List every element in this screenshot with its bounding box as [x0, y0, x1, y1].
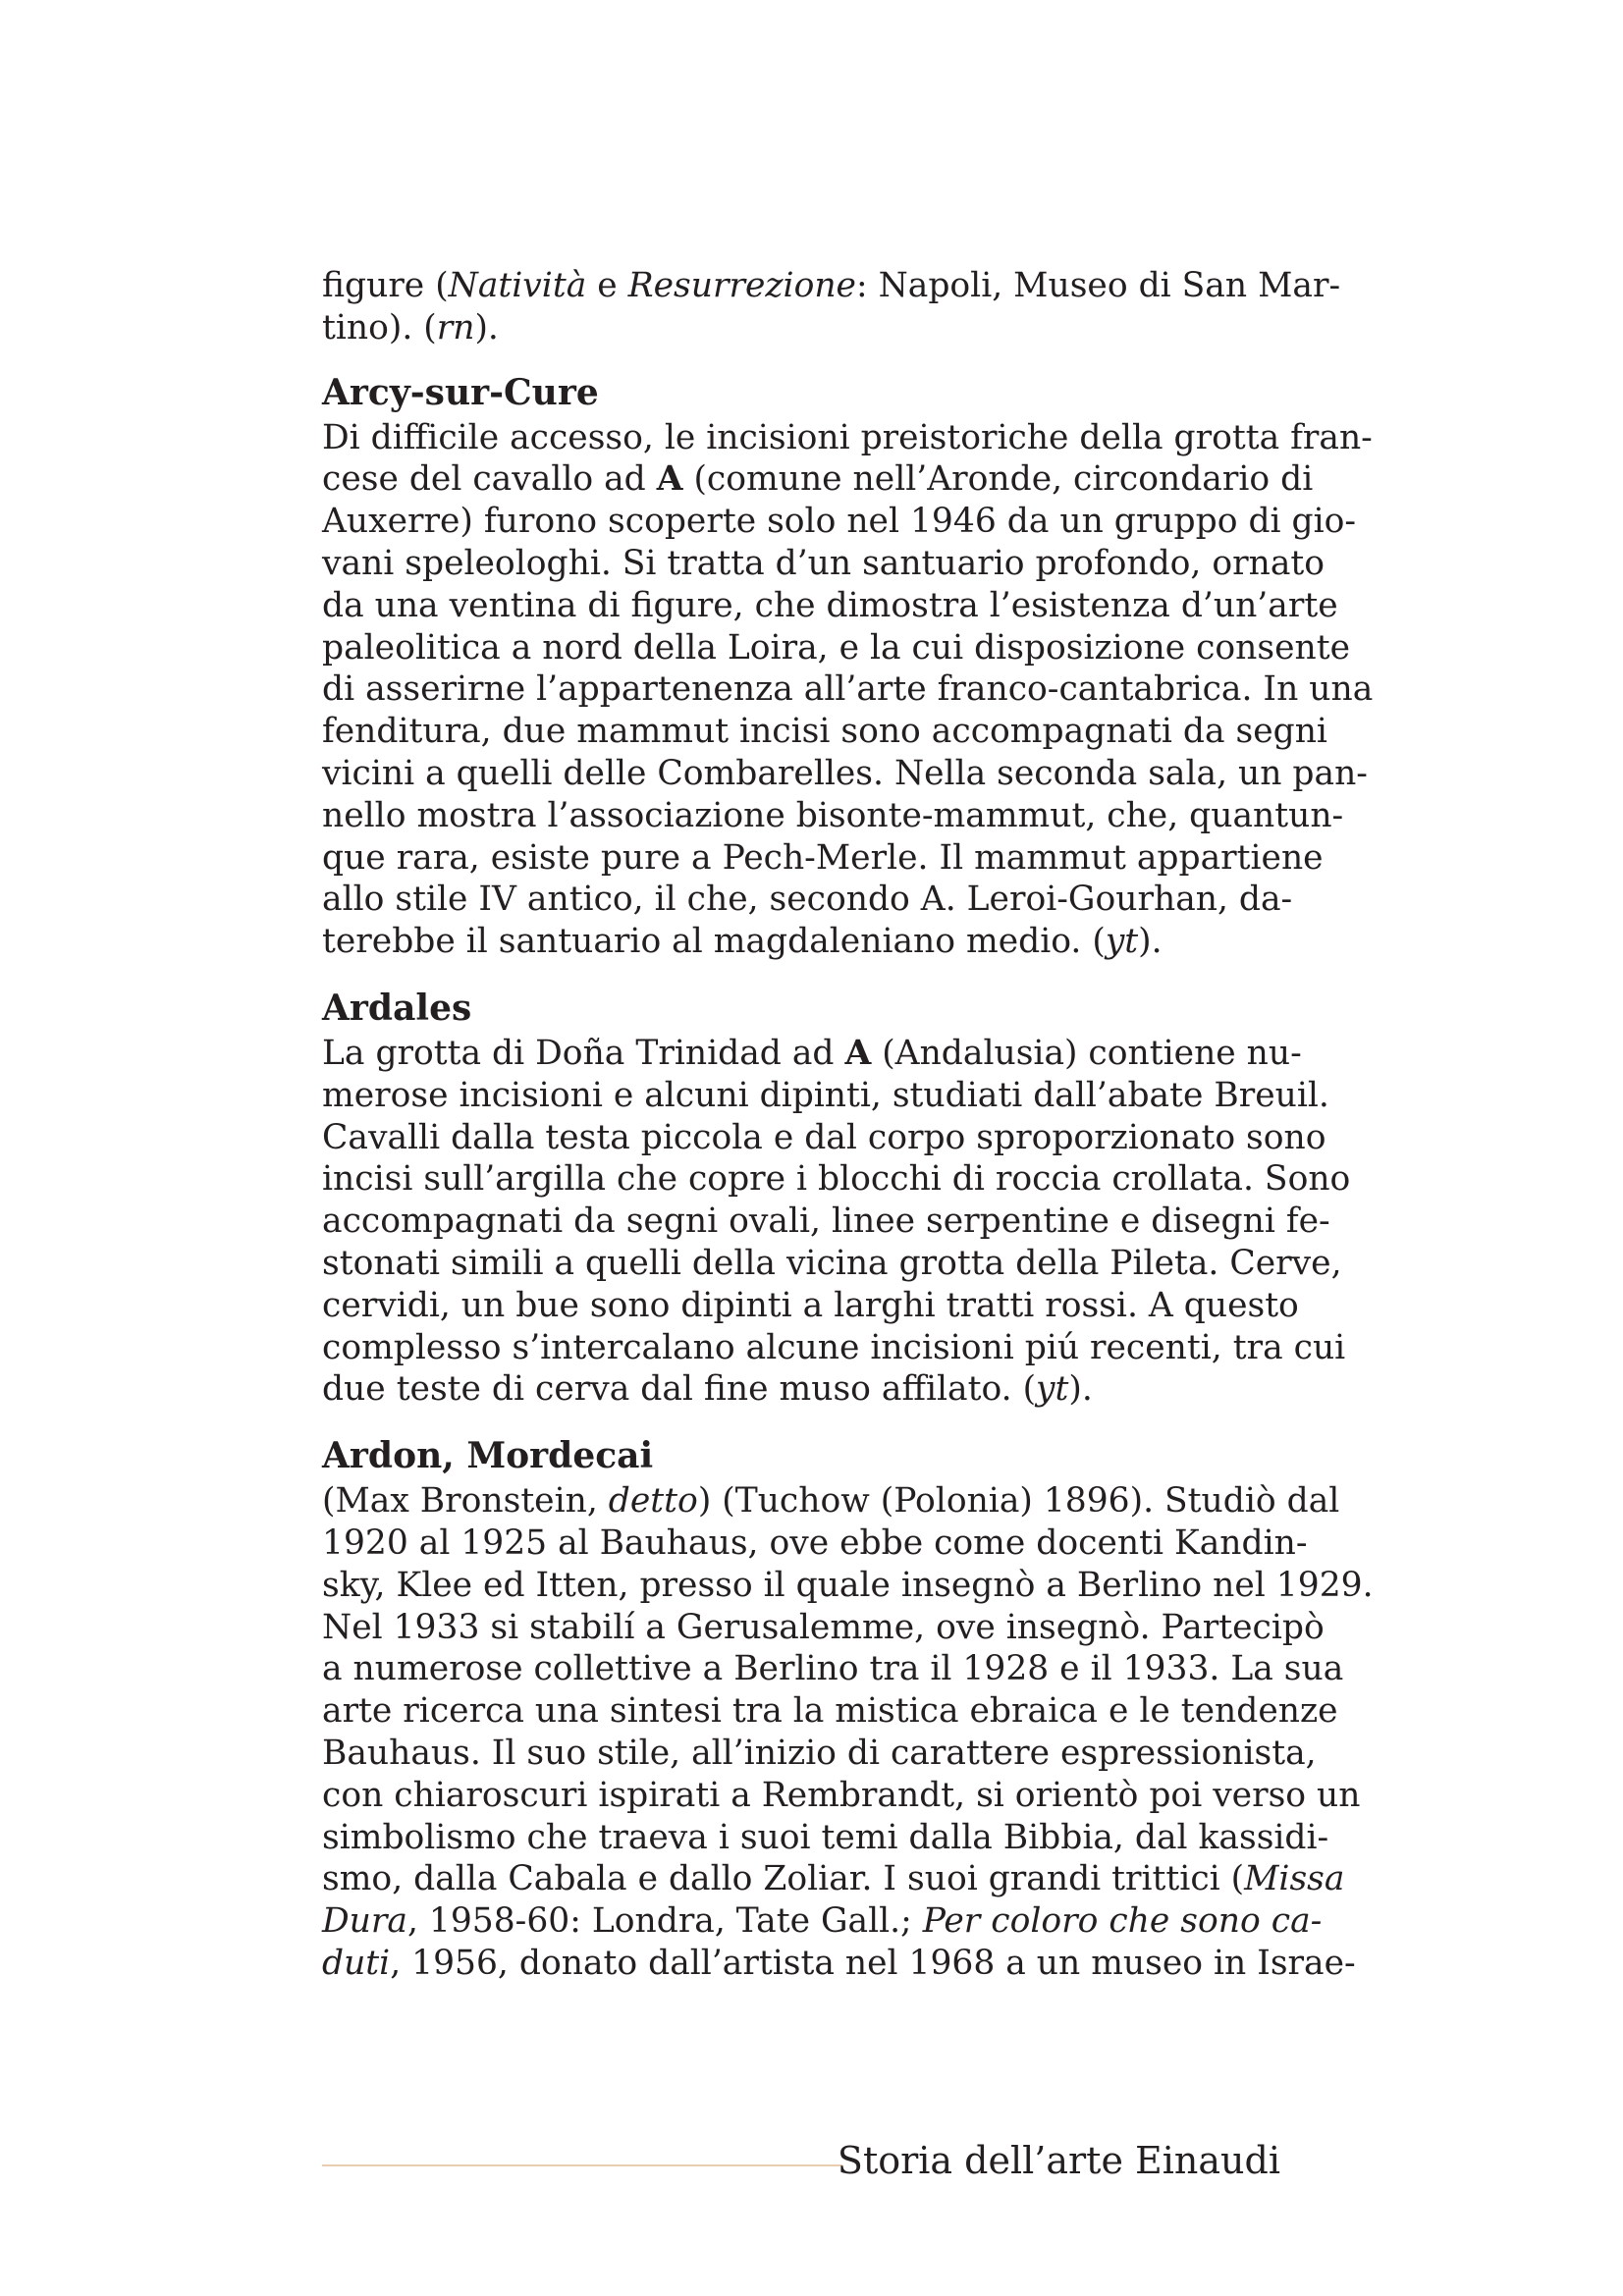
- text-run: duti: [322, 1943, 391, 1983]
- text-line: [322, 1480, 1340, 1522]
- text-line: [322, 711, 1327, 753]
- text-line: [322, 921, 1280, 963]
- text-run: Dura: [322, 1901, 407, 1942]
- text-run: ).: [474, 307, 499, 347]
- text-line: [322, 1648, 1344, 1690]
- text-run: e: [586, 266, 628, 305]
- text-run: smo, dalla Cabala e dallo Zoliar. I suoi grandi trittici (: [322, 1859, 1245, 1899]
- entry-body-ardales: [322, 1033, 1351, 1411]
- text-run: detto: [608, 1481, 698, 1522]
- text-run: (Max Bronstein,: [322, 1481, 609, 1522]
- text-run: incisi sull’argilla che copre i blocchi di roccia crollata. Sono: [322, 1159, 1351, 1200]
- text-run: ).: [1068, 1369, 1093, 1410]
- text-run: A: [656, 459, 683, 500]
- text-run: due teste di cerva dal fine muso affilato. (: [322, 1369, 1037, 1410]
- entry-heading-ardales: Ardales: [322, 987, 472, 1029]
- text-run: accompagnati da segni ovali, linee serpentine e disegni fe-: [322, 1201, 1330, 1242]
- text-run: cervidi, un bue sono dipinti a larghi tratti rossi. A questo: [322, 1285, 1299, 1325]
- text-run: cese del cavallo ad: [322, 459, 657, 500]
- text-run: yt: [1105, 922, 1139, 962]
- text-run: sky, Klee ed Itten, presso il quale insegnò a Berlino nel 1929.: [322, 1565, 1374, 1605]
- text-run: tino). (: [322, 307, 437, 347]
- text-line: [322, 1368, 1280, 1411]
- text-run: stonati simili a quelli della vicina grotta della Pileta. Cerve,: [322, 1243, 1342, 1283]
- text-line: [322, 753, 1368, 795]
- text-line: [322, 543, 1325, 585]
- text-line: [322, 1733, 1317, 1775]
- text-run: da una ventina di figure, che dimostra l’esistenza d’un’arte: [322, 585, 1338, 625]
- text-line: [322, 1943, 1356, 1985]
- text-line: [322, 1158, 1351, 1201]
- text-run: 1920 al 1925 al Bauhaus, ove ebbe come docenti Kandin-: [322, 1522, 1308, 1563]
- text-run: ).: [1138, 922, 1163, 962]
- document-page: [322, 265, 1374, 1985]
- text-line: [322, 1565, 1374, 1607]
- text-run: Di difficile accesso, le incisioni preistoriche della grotta fran-: [322, 417, 1373, 457]
- text-run: simbolismo che traeva i suoi temi dalla Bibbia, dal kassidi-: [322, 1817, 1329, 1857]
- text-line: [322, 1858, 1345, 1900]
- text-line: [322, 1075, 1329, 1117]
- text-line: [322, 458, 1314, 501]
- text-run: arte ricerca una sintesi tra la mistica ebraica e le tendenze: [322, 1691, 1338, 1732]
- text-line: [322, 1117, 1326, 1159]
- text-run: yt: [1036, 1369, 1069, 1410]
- text-run: allo stile IV antico, il che, secondo A. Leroi-Gourhan, da-: [322, 880, 1293, 920]
- text-line: [322, 265, 1341, 307]
- text-line: [322, 879, 1293, 921]
- text-run: paleolitica a nord della Loira, e la cui disposizione consente: [322, 627, 1351, 667]
- text-run: a numerose collettive a Berlino tra il 1928 e il 1933. La sua: [322, 1649, 1344, 1689]
- text-run: vicini a quelli delle Combarelles. Nella seconda sala, un pan-: [322, 753, 1368, 793]
- text-run: Missa: [1244, 1859, 1345, 1899]
- text-run: con chiaroscuri ispirati a Rembrandt, si orientò poi verso un: [322, 1775, 1361, 1815]
- text-line: [322, 1327, 1346, 1369]
- text-run: , 1958-60: Londra, Tate Gall.;: [406, 1901, 923, 1942]
- text-run: Nel 1933 si stabilí a Gerusalemme, ove insegnò. Partecipò: [322, 1607, 1325, 1647]
- text-line: [322, 417, 1373, 459]
- continuation-paragraph: [322, 265, 1341, 349]
- text-run: nello mostra l’associazione bisonte-mammut, che, quantun-: [322, 795, 1344, 835]
- footer-title: Storia dell’arte Einaudi: [837, 2139, 1280, 2182]
- text-line: [322, 501, 1357, 543]
- text-run: A: [844, 1033, 872, 1073]
- text-line: [322, 1690, 1338, 1733]
- text-run: Natività: [448, 266, 587, 305]
- text-run: rn: [436, 307, 475, 347]
- footer-rule: [322, 2164, 842, 2166]
- text-run: fenditura, due mammut incisi sono accompagnati da segni: [322, 712, 1327, 752]
- text-run: La grotta di Doña Trinidad ad: [322, 1033, 845, 1073]
- text-run: di asserirne l’appartenenza all’arte franco-cantabrica. In una: [322, 669, 1374, 710]
- entry-heading-ardon-mordecai: Ardon, Mordecai: [322, 1435, 654, 1477]
- text-line: [322, 585, 1338, 627]
- text-run: ) (Tuchow (Polonia) 1896). Studiò dal: [697, 1481, 1340, 1522]
- text-line: [322, 1607, 1325, 1649]
- text-run: , 1956, donato dall’artista nel 1968 a un museo in Israe-: [390, 1943, 1356, 1983]
- text-line: [322, 837, 1324, 880]
- entry-heading-arcy-sur-cure: Arcy-sur-Cure: [322, 371, 599, 413]
- text-run: terebbe il santuario al magdaleniano medio. (: [322, 922, 1106, 962]
- text-line: [322, 1900, 1323, 1943]
- entry-body-arcy-sur-cure: [322, 417, 1374, 963]
- text-line: [322, 307, 1280, 349]
- text-line: [322, 1033, 1302, 1075]
- text-line: [322, 1201, 1330, 1243]
- text-run: figure (: [322, 266, 449, 305]
- text-line: [322, 627, 1351, 669]
- text-run: Cavalli dalla testa piccola e dal corpo sproporzionato sono: [322, 1117, 1326, 1157]
- page-footer: [322, 2134, 1280, 2193]
- text-line: [322, 1522, 1308, 1565]
- text-line: [322, 1817, 1329, 1859]
- text-line: [322, 1775, 1361, 1817]
- text-run: complesso s’intercalano alcune incisioni piú recenti, tra cui: [322, 1327, 1346, 1367]
- text-run: Resurrezione: [627, 266, 856, 305]
- text-run: : Napoli, Museo di San Mar-: [855, 266, 1341, 305]
- text-run: Per coloro che sono ca-: [922, 1901, 1323, 1942]
- text-run: que rara, esiste pure a Pech-Merle. Il mammut appartiene: [322, 837, 1324, 878]
- text-line: [322, 795, 1344, 837]
- text-run: (comune nell’Aronde, circondario di: [682, 459, 1314, 500]
- entry-body-ardon-mordecai: [322, 1480, 1374, 1985]
- text-line: [322, 668, 1374, 711]
- text-line: [322, 1285, 1299, 1327]
- text-run: merose incisioni e alcuni dipinti, studiati dall’abate Breuil.: [322, 1075, 1329, 1115]
- text-run: Bauhaus. Il suo stile, all’inizio di carattere espressionista,: [322, 1733, 1317, 1773]
- text-run: (Andalusia) contiene nu-: [871, 1033, 1302, 1073]
- text-run: vani speleologhi. Si tratta d’un santuario profondo, ornato: [322, 543, 1325, 583]
- text-line: [322, 1243, 1342, 1285]
- text-run: Auxerre) furono scoperte solo nel 1946 da un gruppo di gio-: [322, 502, 1357, 542]
